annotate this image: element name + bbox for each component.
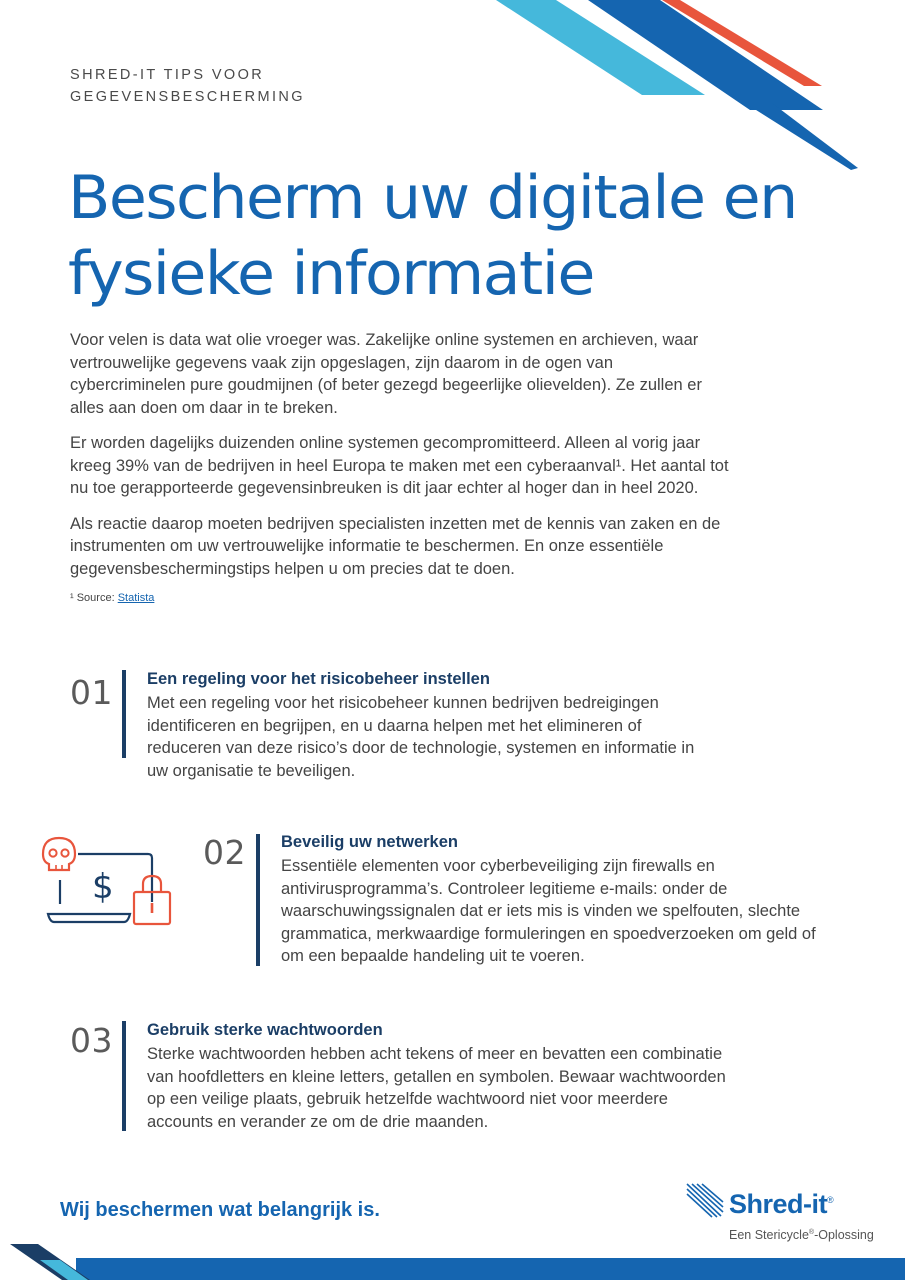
eyebrow-line-1: SHRED-IT TIPS VOOR xyxy=(70,67,265,83)
shredder-lines-icon xyxy=(685,1180,725,1220)
tip-1-bar xyxy=(122,670,126,758)
tip-2-heading: Beveilig uw netwerken xyxy=(281,833,458,851)
logo-tagline xyxy=(729,1225,874,1243)
tip-1-number: 01 xyxy=(70,673,113,712)
tip-2-number: 02 xyxy=(203,833,246,872)
intro-section xyxy=(70,329,730,618)
tip-3 xyxy=(147,1019,737,1133)
footnote xyxy=(70,591,730,605)
tip-1 xyxy=(147,668,717,782)
tip-2-bar xyxy=(256,834,260,966)
intro-paragraph-1: Voor velen is data wat olie vroeger was. Zakelijke online systemen en archieven, waar vertrouwelijke gegevens vaak zijn opgeslagen, zijn daarom in de ogen van cybercriminelen pure goudmijnen (of beter gezegd begeerlijke olievelden). Ze zullen er alles aan doen om daar in te breken. xyxy=(70,331,702,417)
footnote-source-link[interactable]: Statista xyxy=(117,592,155,604)
intro-paragraph-2: Er worden dagelijks duizenden online systemen gecompromitteerd. Alleen al vorig jaar kreeg 39% van de bedrijven in heel Europa te maken met een cyberaanval¹. Het aantal tot nu toe gerapporteerde gegevensinbreuken is dit jaar echter al hoger dan in heel 2020. xyxy=(70,434,729,497)
footer-band xyxy=(0,1242,905,1280)
skull-icon xyxy=(43,838,75,870)
logo-tag-registered: ® xyxy=(808,1229,815,1236)
page-title: Bescherm uw digitale en fysieke informatie xyxy=(68,163,797,309)
logo-tag-suffix: -Oplossing xyxy=(814,1228,874,1243)
tip-3-text: Sterke wachtwoorden hebben acht tekens of meer en bevatten een combinatie van hoofdletters en kleine letters, getallen en symbolen. Bewaar wachtwoorden op een veilige plaats, gebruik hetzelfde wachtwoord niet voor meerdere accounts en verander ze om de drie maanden. xyxy=(147,1045,726,1131)
footer-band-blue xyxy=(76,1258,905,1280)
svg-text:$: $ xyxy=(92,867,114,907)
tip-3-number: 03 xyxy=(70,1021,113,1060)
logo-registered-mark: ® xyxy=(827,1195,834,1205)
slogan: Wij beschermen wat belangrijk is. xyxy=(60,1199,380,1221)
logo-wordmark xyxy=(729,1184,833,1220)
logo-tag-prefix: Een Stericycle xyxy=(729,1228,809,1243)
tip-3-bar xyxy=(122,1021,126,1131)
tip-1-text: Met een regeling voor het risicobeheer kunnen bedrijven bedreigingen identificeren en begrijpen, en u daarna helpen met het elimineren of reduceren van deze risico’s door de technologie, systemen en informatie in uw organisatie te beveiligen. xyxy=(147,694,695,780)
logo-name-text: Shred-it xyxy=(729,1189,828,1219)
laptop-dollar-skull-lock-icon xyxy=(38,832,178,932)
tip-1-heading: Een regeling voor het risicobeheer instellen xyxy=(147,670,490,688)
eyebrow-line-2: GEGEVENSBESCHERMING xyxy=(70,89,305,105)
tip-3-heading: Gebruik sterke wachtwoorden xyxy=(147,1021,383,1039)
footnote-prefix: ¹ Source: xyxy=(70,592,118,604)
eyebrow-label xyxy=(70,64,305,108)
shred-it-logo xyxy=(685,1178,885,1246)
tip-2-text: Essentiële elementen voor cyberbeveiliging zijn firewalls en antivirusprogramma’s. Controleer legitieme e-mails: onder de waarschuwingssignalen dat er iets mis is vinden we spelfouten, slechte grammatica, merkwaardige formuleringen en spoedverzoeken om geld of om een bepaalde handeling uit te voeren. xyxy=(281,857,816,965)
intro-paragraph-3: Als reactie daarop moeten bedrijven specialisten inzetten met de kennis van zaken en de instrumenten om uw vertrouwelijke informatie te beschermen. En onze essentiële gegevensbeschermingstips helpen u om precies dat te doen. xyxy=(70,514,721,578)
tip-2 xyxy=(281,831,841,968)
